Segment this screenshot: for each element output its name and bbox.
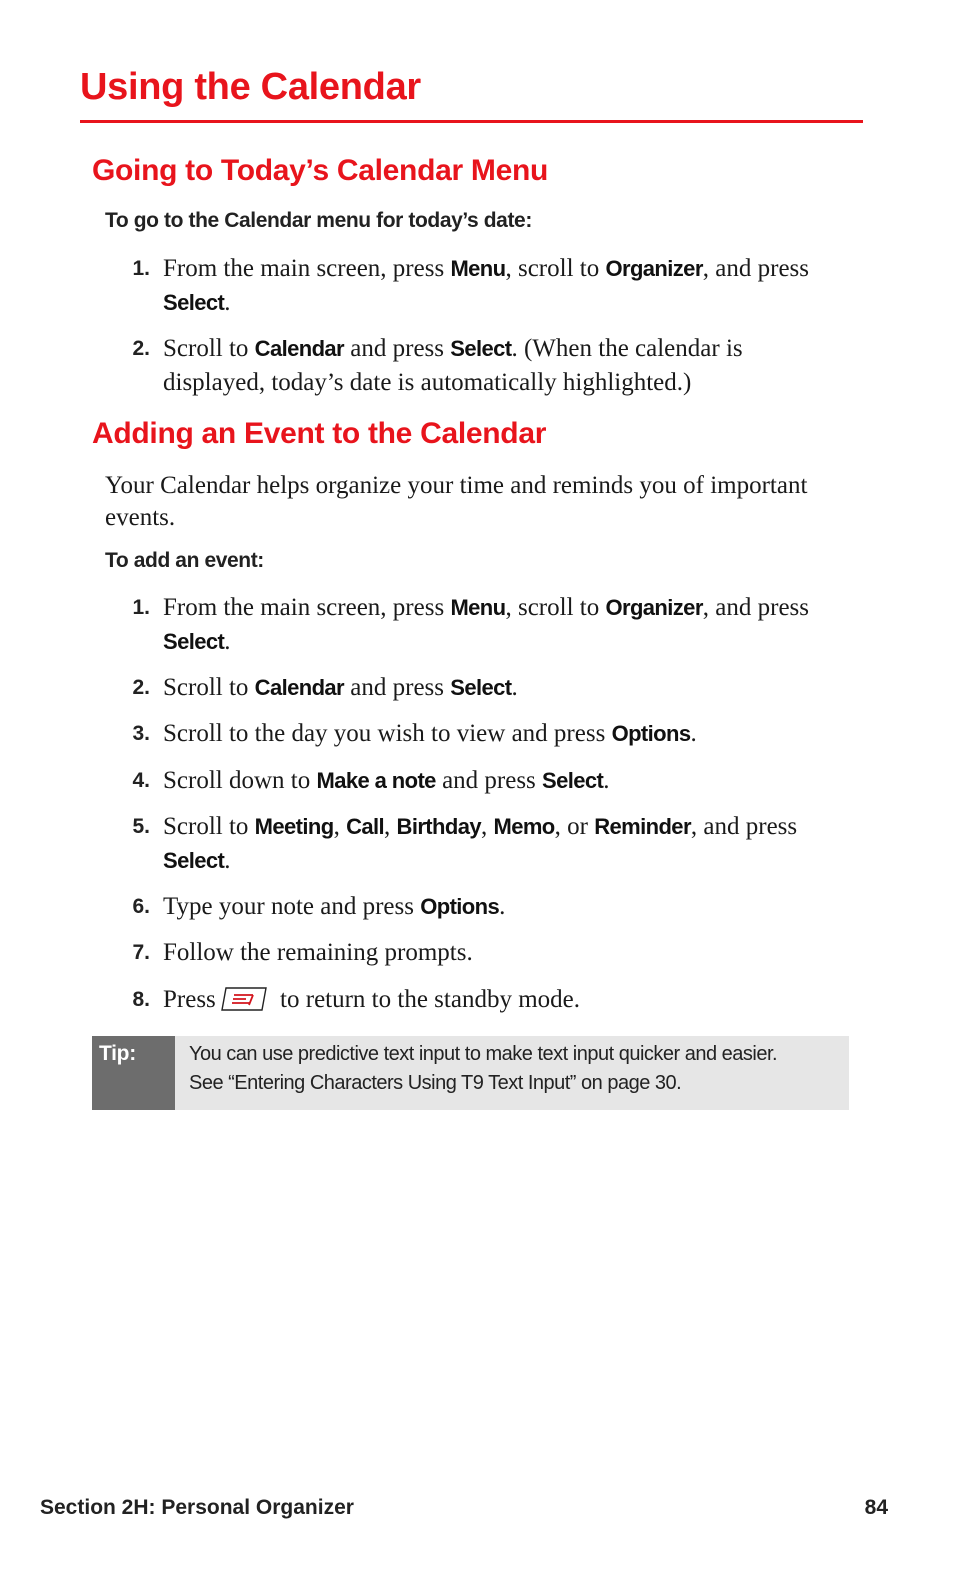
key-make-a-note: Make a note xyxy=(316,768,436,793)
end-key-icon xyxy=(220,986,268,1012)
tip-label: Tip: xyxy=(99,1042,136,1065)
step-number: 3. xyxy=(132,722,150,745)
step-text: Type your note and press Options. xyxy=(163,893,506,920)
key-select: Select xyxy=(450,336,512,361)
step-text: Scroll to the day you wish to view and press Options. xyxy=(163,720,697,747)
key-menu: Menu xyxy=(450,256,506,281)
step-number: 7. xyxy=(132,941,150,964)
step-text: Scroll to Calendar and press Select. xyxy=(163,674,518,701)
step-number: 5. xyxy=(132,815,150,838)
step-text: From the main screen, press Menu, scroll to Organizer, and press Select. xyxy=(163,255,810,316)
key-reminder: Reminder xyxy=(594,814,691,839)
tip-box xyxy=(92,1036,849,1110)
key-select: Select xyxy=(163,848,225,873)
key-calendar: Calendar xyxy=(254,675,345,700)
key-select: Select xyxy=(450,675,512,700)
step-text: Follow the remaining prompts. xyxy=(163,939,473,966)
lead-add-event: To add an event: xyxy=(105,549,264,572)
step-number: 6. xyxy=(132,895,150,918)
step-number: 2. xyxy=(132,337,150,360)
title-rule xyxy=(80,120,863,123)
key-organizer: Organizer xyxy=(605,595,703,620)
key-call: Call xyxy=(346,814,385,839)
step-number: 1. xyxy=(132,596,150,619)
step-text: Scroll to Meeting, Call, Birthday, Memo, or Reminder, and press Select. xyxy=(163,813,798,874)
step-text: Scroll down to Make a note and press Select. xyxy=(163,767,610,794)
step-text: Press to return to the standby mode. xyxy=(163,986,580,1013)
key-select: Select xyxy=(163,629,225,654)
tip-body xyxy=(175,1036,849,1110)
key-select: Select xyxy=(163,290,225,315)
key-birthday: Birthday xyxy=(396,814,481,839)
key-calendar: Calendar xyxy=(254,336,345,361)
page-title: Using the Calendar xyxy=(80,66,421,108)
step-number: 2. xyxy=(132,676,150,699)
lead-today: To go to the Calendar menu for today’s date: xyxy=(105,209,532,232)
step-number: 4. xyxy=(132,769,150,792)
step-number: 8. xyxy=(132,988,150,1011)
step-text: From the main screen, press Menu, scroll to Organizer, and press Select. xyxy=(163,594,810,655)
key-select: Select xyxy=(542,768,604,793)
step-text: Scroll to Calendar and press Select. (When the calendar is displayed, today’s date is automatically highlighted.) xyxy=(163,335,743,396)
footer-section-title: Section 2H: Personal Organizer xyxy=(40,1496,354,1519)
key-meeting: Meeting xyxy=(254,814,334,839)
step-number: 1. xyxy=(132,257,150,280)
key-menu: Menu xyxy=(450,595,506,620)
tip-label-box xyxy=(92,1036,175,1110)
section-heading-today: Going to Today’s Calendar Menu xyxy=(92,154,549,187)
intro-paragraph: Your Calendar helps organize your time and reminds you of important events. xyxy=(105,472,808,531)
tip-text: You can use predictive text input to make text input quicker and easier. See “Entering Characters Using T9 Text Input” on page 30. xyxy=(189,1043,778,1094)
key-options: Options xyxy=(420,894,500,919)
section-heading-add-event: Adding an Event to the Calendar xyxy=(92,417,547,450)
key-organizer: Organizer xyxy=(605,256,703,281)
key-memo: Memo xyxy=(493,814,555,839)
footer-page-number: 84 xyxy=(864,1496,888,1519)
key-options: Options xyxy=(611,721,691,746)
